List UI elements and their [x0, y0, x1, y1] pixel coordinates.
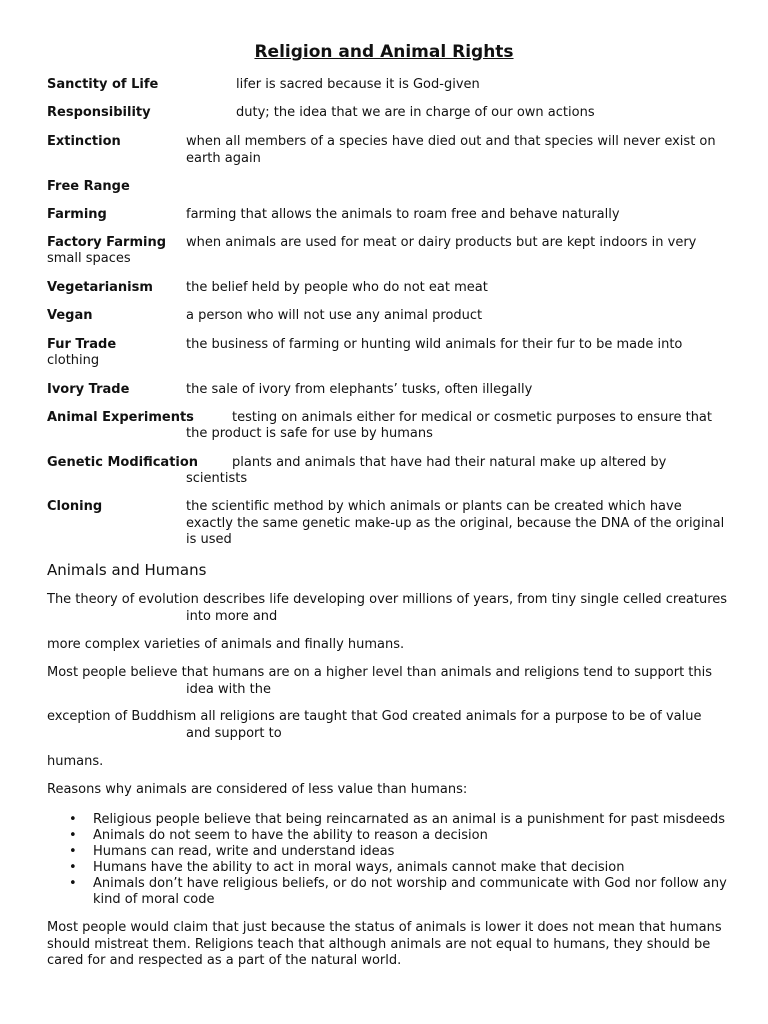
bullet-icon: •	[69, 860, 77, 875]
bullet-icon: •	[69, 876, 77, 891]
definition-vegan: a person who will not use any animal product	[186, 308, 483, 323]
term-extinction: Extinction	[47, 134, 121, 149]
paragraph-buddhism-line1: exception of Buddhism all religions are taught that God created animals for a purpose to be of value	[47, 709, 702, 724]
definition-farming: farming that allows the animals to roam free and behave naturally	[186, 207, 620, 222]
list-item: • Animals don’t have religious beliefs, or do not worship and communicate with God nor follow any kind of moral code	[69, 876, 727, 907]
paragraph-conclusion: Most people would claim that just because the status of animals is lower it does not mean that humans should mistreat them. Religions teach that although animals are not equal to humans, they should be cared for and respected as a part of the natural world.	[47, 920, 722, 968]
term-vegan: Vegan	[47, 308, 93, 323]
paragraph-humans: humans.	[47, 754, 104, 769]
term-ivory-trade: Ivory Trade	[47, 382, 130, 397]
paragraph-higher-level	[47, 665, 737, 698]
definition-animal-experiments-line2: the product is safe for use by humans	[186, 426, 433, 441]
term-factory-farming: Factory Farming	[47, 235, 167, 250]
paragraph-evolution-line1: The theory of evolution describes life developing over millions of years, from tiny single celled creatures	[47, 592, 728, 607]
definition-cloning: the scientific method by which animals or plants can be created which have exactly the same genetic make-up as the original, because the DNA of the original is used	[186, 499, 725, 547]
term-fur-trade: Fur Trade	[47, 337, 117, 352]
definition-ivory-trade: the sale of ivory from elephants’ tusks, often illegally	[186, 382, 533, 397]
term-free-range: Free Range	[47, 179, 130, 194]
definition-fur-trade-line1: the business of farming or hunting wild animals for their fur to be made into	[186, 337, 683, 352]
reasons-list	[47, 812, 737, 908]
paragraph-buddhism	[47, 709, 737, 742]
paragraph-higher-level-line2: idea with the	[186, 681, 272, 697]
term-farming: Farming	[47, 207, 107, 222]
paragraph-evolution-line2: into more and	[186, 608, 278, 624]
term-sanctity-of-life: Sanctity of Life	[47, 77, 159, 92]
definition-animal-experiments-line1: testing on animals either for medical or cosmetic purposes to ensure that	[232, 410, 712, 425]
term-animal-experiments: Animal Experiments	[47, 410, 194, 425]
definition-factory-farming-line2: small spaces	[47, 251, 131, 266]
definition-vegetarianism: the belief held by people who do not eat meat	[186, 280, 488, 295]
section-heading: Animals and Humans	[47, 561, 207, 579]
bullet-icon: •	[69, 812, 77, 827]
paragraph-reasons-intro: Reasons why animals are considered of less value than humans:	[47, 782, 468, 797]
list-item: • Religious people believe that being reincarnated as an animal is a punishment for past misdeeds	[69, 812, 726, 827]
list-item: • Humans can read, write and understand ideas	[69, 844, 395, 859]
definition-fur-trade-line2: clothing	[47, 353, 100, 368]
paragraph-complex-varieties: more complex varieties of animals and finally humans.	[47, 637, 405, 652]
term-genetic-modification: Genetic Modification	[47, 455, 199, 470]
definition-genetic-modification-line2: scientists	[186, 471, 248, 486]
page-title: Religion and Animal Rights	[254, 42, 514, 62]
definition-extinction: when all members of a species have died out and that species will never exist on earth again	[186, 134, 716, 166]
bullet-icon: •	[69, 828, 77, 843]
definition-genetic-modification-line1: plants and animals that have had their natural make up altered by	[232, 455, 667, 470]
term-vegetarianism: Vegetarianism	[47, 280, 153, 295]
definition-responsibility: duty; the idea that we are in charge of our own actions	[236, 105, 595, 120]
bullet-icon: •	[69, 844, 77, 859]
list-item: • Humans have the ability to act in moral ways, animals cannot make that decision	[69, 860, 625, 875]
definition-factory-farming-line1: when animals are used for meat or dairy products but are kept indoors in very	[186, 235, 697, 250]
term-responsibility: Responsibility	[47, 105, 151, 120]
list-item: • Animals do not seem to have the ability to reason a decision	[69, 828, 488, 843]
paragraph-higher-level-line1: Most people believe that humans are on a higher level than animals and religions tend to support this	[47, 665, 713, 680]
term-cloning: Cloning	[47, 499, 103, 514]
paragraph-buddhism-line2: and support to	[186, 725, 282, 741]
paragraph-evolution	[47, 592, 737, 625]
definition-sanctity-of-life: lifer is sacred because it is God-given	[236, 77, 480, 92]
